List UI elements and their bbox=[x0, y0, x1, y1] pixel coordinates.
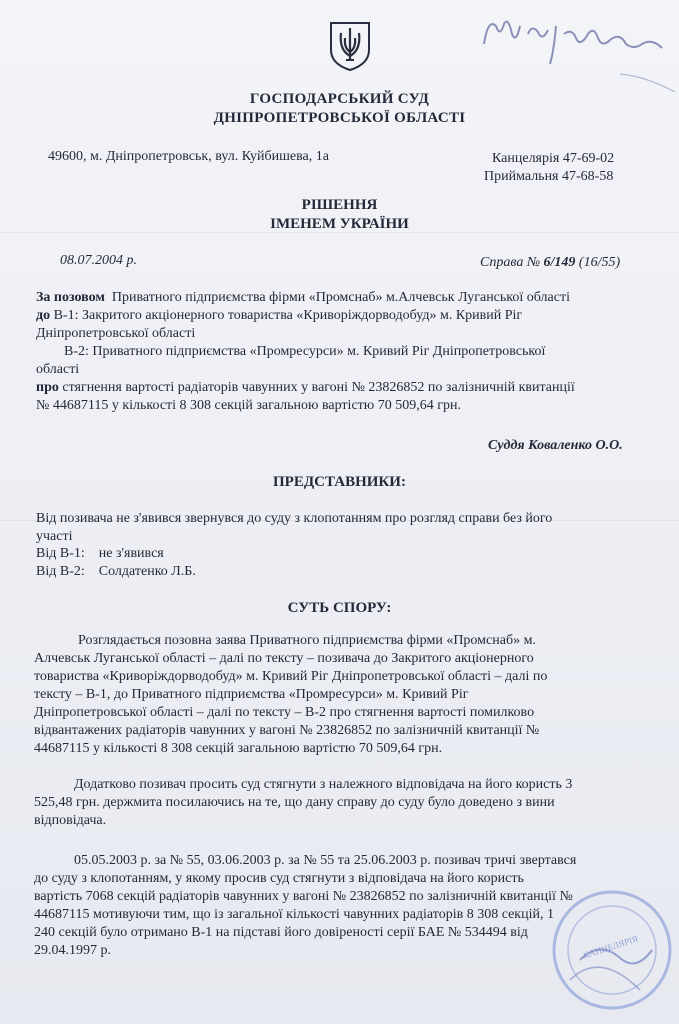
coat-of-arms-icon bbox=[328, 20, 372, 72]
claim-by-label: За позовом bbox=[36, 290, 105, 305]
claim-subject: стягнення вартості радіаторів чавунних у вагоні № 23826852 по залізничній квитанції bbox=[62, 380, 575, 395]
judge-name: Суддя Коваленко О.О. bbox=[488, 438, 623, 453]
dispute-p2-line: відповідача. bbox=[34, 813, 107, 828]
stamp-label: КАНЦЕЛЯРІЯ bbox=[581, 933, 640, 961]
defendant-2-representative bbox=[36, 564, 196, 580]
claim-line-5: області bbox=[36, 362, 80, 377]
case-number bbox=[480, 255, 620, 271]
court-name-line1: ГОСПОДАРСЬКИЙ СУД bbox=[249, 91, 430, 107]
plaintiff-representative-cont: участі bbox=[36, 529, 73, 544]
dispute-p3-line: 29.04.1997 р. bbox=[34, 943, 111, 958]
dispute-p2-line: Додатково позивач просить суд стягнути з належного відповідача на його користь 3 bbox=[74, 777, 573, 792]
v2-label: Від В-2: bbox=[36, 564, 85, 579]
claim-line-4: В-2: Приватного підприємства «Промресурси» м. Кривий Ріг Дніпропетровської bbox=[64, 344, 546, 359]
decision-date: 08.07.2004 р. bbox=[60, 253, 137, 268]
dispute-p1-line: відвантажених радіаторів чавунних у вагоні № 23826852 по залізничній квитанції № bbox=[34, 723, 540, 738]
claim-defendant-1: В-1: Закритого акціонерного товариства «Криворіждорводобуд» м. Кривий Ріг bbox=[53, 308, 523, 323]
dispute-p3-line: до суду з клопотанням, у якому просив суд стягнути з відповідача на його користь bbox=[34, 871, 524, 886]
v1-value: не з'явився bbox=[98, 546, 164, 561]
document-title: РІШЕННЯ bbox=[301, 197, 378, 213]
dispute-p1-line: Розглядається позовна заява Приватного підприємства фірми «Промснаб» м. bbox=[78, 633, 536, 648]
dispute-p1-line: Дніпропетровської області – далі по тексту – В-2 про стягнення вартості помилково bbox=[34, 705, 535, 720]
court-name-line2: ДНІПРОПЕТРОВСЬКОЇ ОБЛАСТІ bbox=[213, 110, 466, 126]
dispute-p1-line: 44687115 у кількості 8 308 секцій загальною вартістю 70 509,64 грн. bbox=[34, 741, 443, 756]
v1-label: Від В-1: bbox=[36, 546, 85, 561]
defendant-1-representative bbox=[36, 546, 164, 562]
handwritten-signature bbox=[470, 4, 679, 94]
dispute-p2-line: 525,48 грн. держмита посилаючись на те, що дану справу до суду було доведено з вини bbox=[34, 795, 555, 810]
dispute-p3-line: 240 секцій було отримано В-1 на підставі його довіреності серії БАЕ № 534494 від bbox=[34, 925, 528, 940]
reception-phone: Приймальня 47-68-58 bbox=[484, 169, 614, 184]
plaintiff-representative: Від позивача не з'явився звернувся до суду з клопотанням про розгляд справи без його bbox=[36, 511, 553, 526]
document-subtitle: ІМЕНЕМ УКРАЇНИ bbox=[270, 216, 409, 232]
claim-against-label: до bbox=[36, 308, 51, 323]
dispute-p3-line: 05.05.2003 р. за № 55, 03.06.2003 р. за № 55 та 25.06.2003 р. позивач тричі звертався bbox=[74, 853, 577, 868]
court-address: 49600, м. Дніпропетровськ, вул. Куйбишева, 1а bbox=[48, 149, 329, 164]
case-old-id: (16/55) bbox=[578, 255, 621, 270]
representatives-heading: ПРЕДСТАВНИКИ: bbox=[273, 474, 406, 490]
dispute-p1-line: Алчевськ Луганської області – далі по тексту – позивача до Закритого акціонерного bbox=[34, 651, 534, 666]
claim-line-1 bbox=[36, 290, 570, 306]
dispute-p1-line: товариства «Криворіждорводобуд» м. Кривий Ріг Дніпропетровської області – далі по bbox=[34, 669, 548, 684]
case-id: 6/149 bbox=[543, 255, 576, 270]
v2-value: Солдатенко Л.Б. bbox=[98, 564, 196, 579]
claim-subject-label: про bbox=[36, 380, 59, 395]
dispute-p3-line: 44687115 мотивуючи тим, що із загальної кількості чавунних радіаторів 8 308 секцій, 1 bbox=[34, 907, 554, 922]
claim-line-6 bbox=[36, 380, 575, 396]
claim-line-7: № 44687115 у кількості 8 308 секцій загальною вартістю 70 509,64 грн. bbox=[36, 398, 461, 413]
claim-line-2 bbox=[36, 308, 522, 324]
office-phone: Канцелярія 47-69-02 bbox=[492, 151, 615, 166]
dispute-p1-line: тексту – В-1, до Приватного підприємства «Промресурси» м. Кривий Ріг bbox=[34, 687, 469, 702]
dispute-heading: СУТЬ СПОРУ: bbox=[287, 600, 392, 616]
case-prefix: Справа № bbox=[480, 255, 541, 270]
dispute-p3-line: вартість 7068 секцій радіаторів чавунних у вагоні № 23826852 по залізничній квитанції № bbox=[34, 889, 573, 904]
claim-line-3: Дніпропетровської області bbox=[36, 326, 196, 341]
claim-plaintiff: Приватного підприємства фірми «Промснаб» м.Алчевськ Луганської області bbox=[111, 290, 570, 305]
